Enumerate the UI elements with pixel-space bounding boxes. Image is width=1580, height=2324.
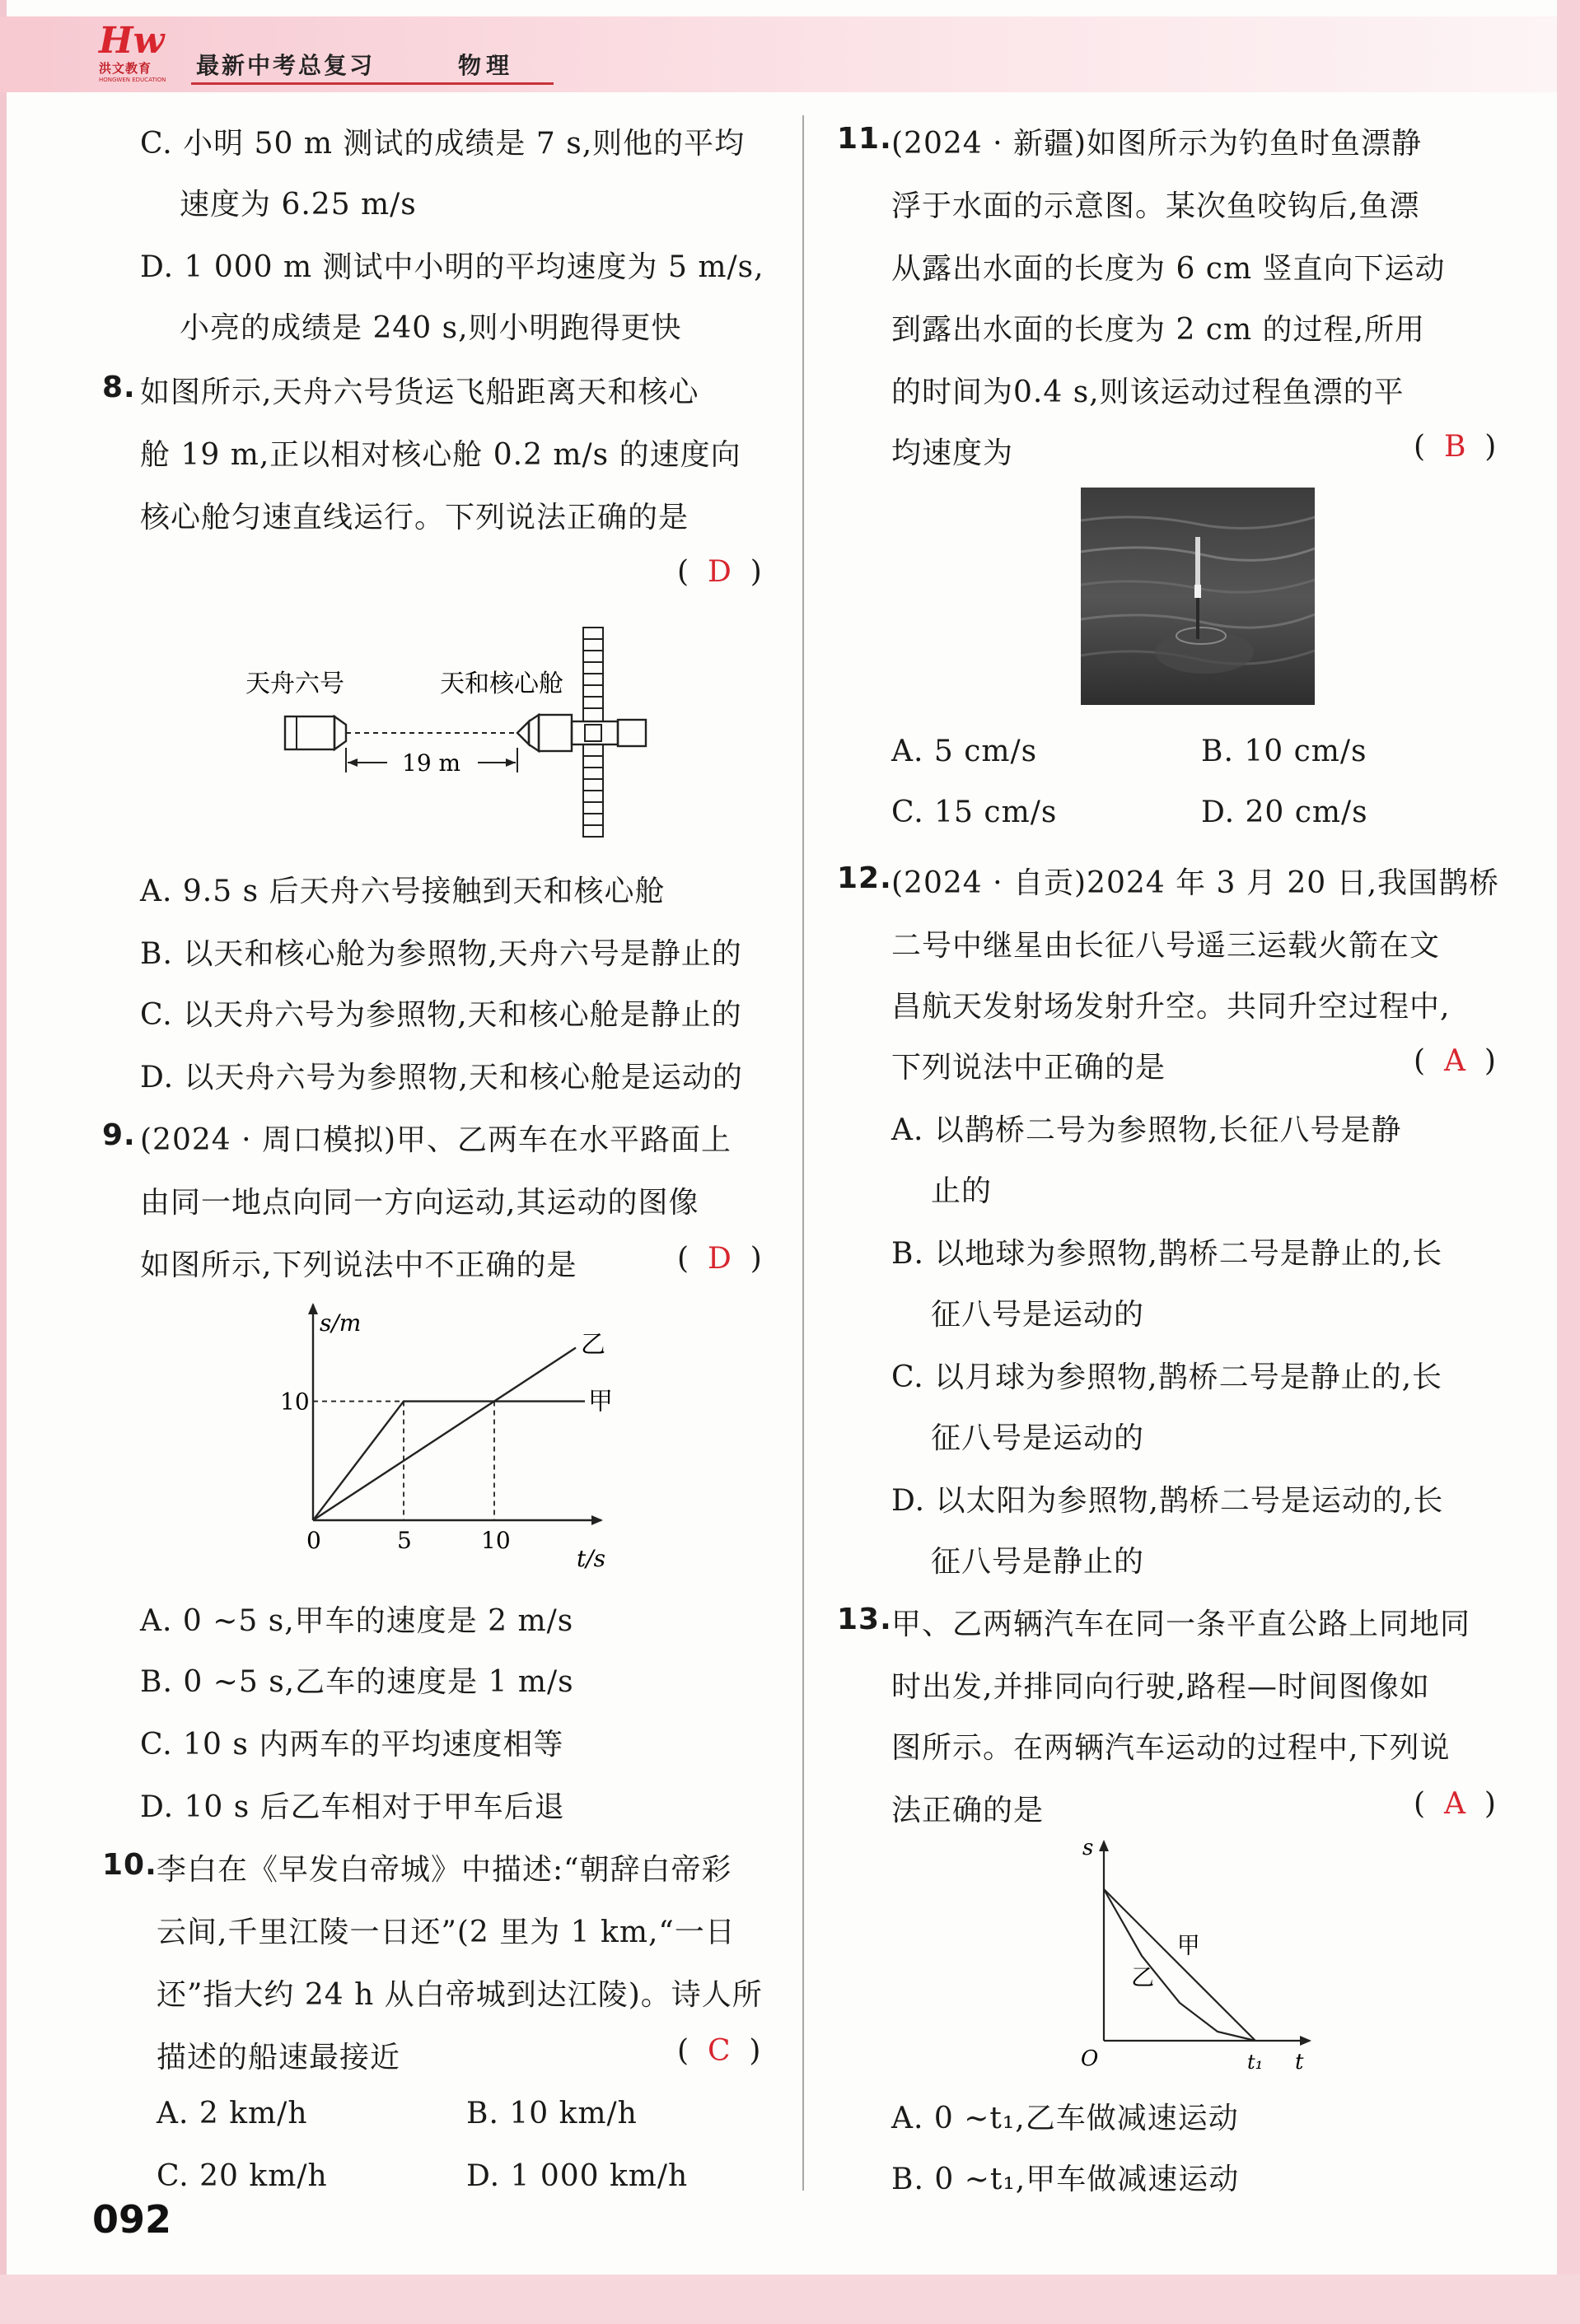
q8-option-a: A. 9.5 s 后天舟六号接触到天和核心舱 [140, 875, 666, 908]
q12-stem-line2: 二号中继星由长征八号遥三运载火箭在文 [891, 929, 1441, 963]
q11-stem-line4: 到露出水面的长度为 2 cm 的过程,所用 [891, 313, 1425, 347]
arrowhead-left [348, 758, 358, 767]
x-tick-label: 5 [397, 1527, 412, 1554]
q9-option-d: D. 10 s 后乙车相对于甲车后退 [140, 1790, 565, 1824]
q12-option-c-line1: C. 以月球为参照物,鹊桥二号是静止的,长 [891, 1360, 1443, 1394]
q12-number: 12. [837, 861, 892, 895]
page-border-bottom [0, 2275, 1580, 2324]
q12-option-a-line1: A. 以鹊桥二号为参照物,长征八号是静 [891, 1113, 1402, 1147]
page-number: 092 [92, 2197, 172, 2242]
q12-stem-line4: 下列说法中正确的是 [891, 1051, 1166, 1085]
y-axis-label: s [1082, 1836, 1094, 1860]
solar-array-top [583, 628, 603, 721]
q13-number: 13. [837, 1603, 892, 1636]
q12-stem-line1: (2024 · 自贡)2024 年 3 月 20 日,我国鹊桥 [891, 866, 1500, 900]
q13-stem-line2: 时出发,并排同向行驶,路程—时间图像如 [891, 1670, 1430, 1704]
q11-stem-line2: 浮于水面的示意图。某次鱼咬钩后,鱼漂 [891, 189, 1420, 223]
q10-answer-letter: C [707, 2034, 731, 2068]
distance-label: 19 m [402, 749, 461, 777]
header-rule [191, 82, 554, 85]
q12-option-c-line2: 征八号是运动的 [931, 1421, 1145, 1455]
x-axis-arrow [591, 1515, 603, 1525]
fishing-float-photo [1081, 488, 1315, 705]
q8-option-b: B. 以天和核心舱为参照物,天舟六号是静止的 [140, 937, 742, 971]
tianhe-rear-section [618, 720, 646, 746]
tianzhou-nose [334, 716, 346, 749]
q11-number: 11. [837, 122, 892, 156]
q10-option-c: C. 20 km/h [157, 2159, 328, 2193]
series-jia-line [1104, 1889, 1255, 2041]
q13-stem-line4: 法正确的是 [891, 1794, 1045, 1827]
y-axis-label: s/m [320, 1309, 362, 1337]
tianhe-cone [529, 715, 539, 751]
q9-stem-line3: 如图所示,下列说法中不正确的是 [140, 1248, 577, 1282]
x-axis-label: t [1295, 2050, 1304, 2074]
q9-option-c: C. 10 s 内两车的平均速度相等 [140, 1728, 564, 1762]
x-tick-label: t₁ [1247, 2051, 1264, 2074]
series-label-yi: 乙 [581, 1330, 605, 1360]
q9-st-graph [280, 1298, 626, 1578]
logo-mark: Hw [99, 20, 165, 62]
q11-stem-line5: 的时间为0.4 s,则该运动过程鱼漂的平 [891, 376, 1405, 409]
docking-diagram [239, 624, 684, 840]
y-axis-arrow [308, 1303, 318, 1314]
q13-option-a: A. 0 ~t₁,乙车做减速运动 [891, 2102, 1239, 2135]
q8-number: 8. [102, 371, 136, 404]
q9-answer-letter: D [707, 1242, 732, 1276]
q8-answer-letter: D [707, 555, 732, 589]
q7-option-c-line2: 速度为 6.25 m/s [180, 188, 417, 222]
logo-cn: 洪文教育 [99, 61, 152, 76]
q10-stem-line3: 还”指大约 24 h 从白帝城到达江陵)。诗人所 [157, 1978, 763, 2012]
series-label-jia: 甲 [588, 1387, 613, 1416]
page-border-left [0, 0, 7, 2324]
tianhe-docking-port [517, 721, 529, 744]
q13-stem-line1: 甲、乙两辆汽车在同一条平直公路上同地同 [891, 1608, 1471, 1641]
x-axis-arrow [1300, 2036, 1311, 2046]
x-axis-label: t/s [577, 1545, 606, 1572]
q12-answer-letter: A [1443, 1044, 1465, 1078]
q12-option-b-line1: B. 以地球为参照物,鹊桥二号是静止的,长 [891, 1237, 1443, 1271]
subject-title: 物理 [458, 52, 515, 79]
q12-option-b-line2: 征八号是运动的 [931, 1298, 1145, 1332]
q10-stem-line2: 云间,千里江陵一日还”(2 里为 1 km,“一日 [157, 1916, 736, 1949]
tianhe-hub [585, 725, 601, 741]
q12-option-d-line2: 征八号是静止的 [931, 1545, 1145, 1579]
q10-stem-line1: 李白在《早发白帝城》中描述:“朝辞白帝彩 [157, 1853, 732, 1887]
tianzhou-body [285, 716, 334, 749]
q13-answer-letter: A [1443, 1787, 1465, 1821]
column-divider [802, 115, 804, 2191]
page-border-right [1557, 0, 1580, 2324]
q9-stem-line2: 由同一地点向同一方向运动,其运动的图像 [140, 1186, 699, 1220]
q8-option-c: C. 以天舟六号为参照物,天和核心舱是静止的 [140, 998, 742, 1032]
q10-option-b: B. 10 km/h [466, 2097, 638, 2130]
q13-stem-line3: 图所示。在两辆汽车运动的过程中,下列说 [891, 1731, 1451, 1765]
solar-array-bottom [583, 744, 603, 837]
q10-answer: ( C ) [677, 2034, 761, 2068]
q11-stem-line1: (2024 · 新疆)如图所示为钓鱼时鱼漂静 [891, 127, 1423, 161]
q13-st-graph [1071, 1830, 1335, 2077]
q8-answer: ( D ) [677, 555, 762, 589]
q9-stem-line1: (2024 · 周口模拟)甲、乙两车在水平路面上 [140, 1123, 732, 1157]
q10-number: 10. [102, 1848, 157, 1882]
publisher-logo [99, 20, 181, 89]
q8-stem-line3: 核心舱匀速直线运行。下列说法正确的是 [140, 501, 689, 534]
q11-answer: ( B ) [1414, 430, 1497, 464]
logo-en: HONGWEN EDUCATION [99, 77, 166, 83]
q12-option-d-line1: D. 以太阳为参照物,鹊桥二号是运动的,长 [891, 1484, 1444, 1518]
q12-option-a-line2: 止的 [931, 1174, 993, 1208]
tianzhou-label: 天舟六号 [245, 670, 344, 698]
q9-option-b: B. 0 ~5 s,乙车的速度是 1 m/s [140, 1665, 574, 1699]
q7-option-d-line2: 小亮的成绩是 240 s,则小明跑得更快 [180, 311, 682, 345]
tianhe-label: 天和核心舱 [440, 670, 563, 698]
x-tick-label: 10 [481, 1527, 511, 1554]
q7-option-c-line1: C. 小明 50 m 测试的成绩是 7 s,则他的平均 [140, 127, 746, 161]
series-jia-line [313, 1402, 585, 1520]
q11-answer-letter: B [1443, 430, 1466, 464]
q13-option-b: B. 0 ~t₁,甲车做减速运动 [891, 2163, 1240, 2196]
q12-answer: ( A ) [1414, 1044, 1496, 1078]
x-tick-label: 0 [306, 1527, 321, 1554]
q8-stem-line1: 如图所示,天舟六号货运飞船距离天和核心 [140, 376, 699, 409]
q13-answer: ( A ) [1414, 1787, 1496, 1821]
q11-option-b: B. 10 cm/s [1201, 735, 1367, 768]
q9-option-a: A. 0 ~5 s,甲车的速度是 2 m/s [140, 1604, 574, 1638]
q11-stem-line3: 从露出水面的长度为 6 cm 竖直向下运动 [891, 252, 1446, 286]
y-tick-label: 10 [280, 1388, 310, 1416]
q10-option-a: A. 2 km/h [157, 2097, 308, 2130]
float-stick [1195, 537, 1200, 585]
series-yi-line [313, 1348, 576, 1520]
q10-option-d: D. 1 000 km/h [466, 2159, 689, 2193]
origin-label: O [1081, 2046, 1099, 2071]
q8-stem-line2: 舱 19 m,正以相对核心舱 0.2 m/s 的速度向 [140, 438, 741, 472]
series-label-jia: 甲 [1176, 1931, 1200, 1959]
q11-option-d: D. 20 cm/s [1201, 796, 1368, 829]
q8-option-d: D. 以天舟六号为参照物,天和核心舱是运动的 [140, 1061, 743, 1094]
q10-stem-line4: 描述的船速最接近 [157, 2041, 401, 2074]
q11-option-c: C. 15 cm/s [891, 796, 1058, 829]
q11-option-a: A. 5 cm/s [891, 735, 1038, 768]
q9-number: 9. [102, 1118, 136, 1152]
q7-option-d-line1: D. 1 000 m 测试中小明的平均速度为 5 m/s, [140, 250, 764, 284]
series-label-yi: 乙 [1131, 1963, 1155, 1991]
tianhe-front-section [539, 715, 572, 751]
q12-stem-line3: 昌航天发射场发射升空。共同升空过程中, [891, 990, 1451, 1024]
arrowhead-right [506, 758, 516, 767]
book-title: 最新中考总复习 [196, 52, 376, 79]
q9-answer: ( D ) [677, 1242, 762, 1276]
q11-stem-line6: 均速度为 [891, 436, 1014, 470]
y-axis-arrow [1099, 1840, 1109, 1851]
